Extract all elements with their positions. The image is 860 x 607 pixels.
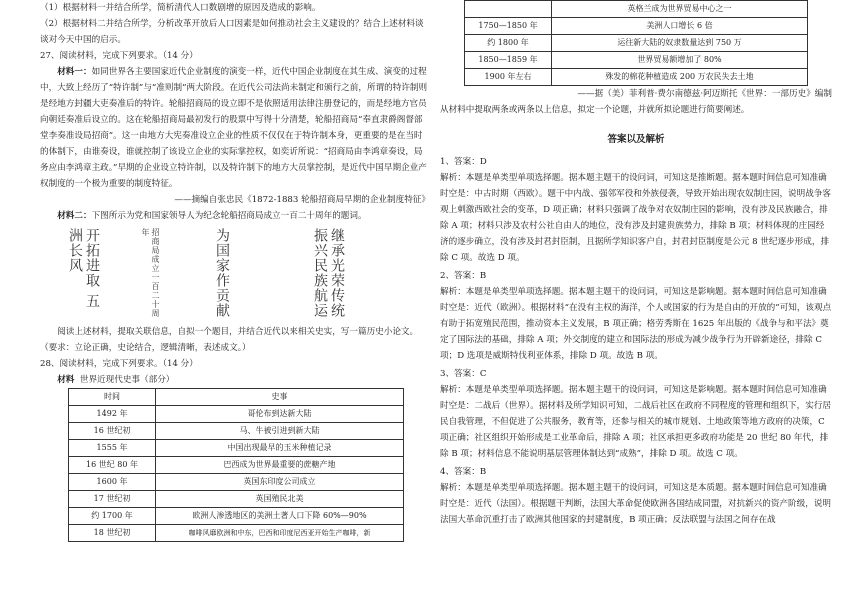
- material-label: 材料: [57, 375, 75, 385]
- table-cell: 咖啡风靡欧洲和中东，巴西和印度尼西亚开始生产咖啡，新: [156, 525, 404, 542]
- history-table-part2: [464, 0, 808, 86]
- material-2: [40, 208, 430, 224]
- material-table-caption: [40, 372, 430, 388]
- table-row: [465, 52, 808, 69]
- calligraphy-4: 继承光荣传统 振兴民族航运: [312, 228, 345, 318]
- table-header-row: [69, 389, 404, 406]
- answer-1-analysis: 解析：本题是单类型单项选择题。据本题主题干的设问词，可知这是推断题。据本题时间信息可知准确时空是：中古时期（西欧）。题干中内战、强邻军役和外族侵袭，导致开始出现农奴制庄园，说明战争客观上刺激西欧社会的变革，D 项正确；材料只强调了战争对农奴制庄园的影响，没有涉及民族融合，排除 A 项；材料只涉及农村公社自由人的地位，没有涉及封建贵族势力，排除 B 项；材料体现的庄园经济的逐步确立，没有涉及封君封臣制，且据所学知识客户自，封君封臣制度是公元 8 世纪逐步形成，排除 C 项。故选 D 项。: [440, 173, 832, 263]
- table-cell: 运往新大陆的奴隶数量达到 750 万: [552, 35, 808, 52]
- answer-3-analysis: 解析：本题是单类型单项选择题。据本题主题干的设问词，可知这是影响题。据本题时间信息可知准确时空是：二战后（世界）。据材料及所学知识可知，二战后社区在政府不同程度的管理和组织下，实行居民自我管理，不但促进了公共服务，教育等，还参与相关的城市规划、土地政策等地方政府的决策，C 项正确；社区组织开始形成是工业革命后，排除 A 项；社区承担更多政府功能是 20 世纪 80 年代，排除 B 项；材料信息不能说明基层管理体制达到“成熟”，排除 D 项。故选 C 项。: [440, 385, 832, 459]
- answer-2-analysis: 解析：本题是单类型单项选择题。据本题主题干的设问词，可知这是影响题。据本题时间信息可知准确时空是：近代（欧洲）。根据材料“在没有主权的海洋，个人或国家的行为是自由的开放的”可知，该观点有助于拓宽殖民范围，推动资本主义发展，B 项正确；格劳秀斯在 1625 年出版的《战争与和平法》奠定了国际法的基础，排除 A 项；外交制度的建立和国际法的形成为减少战争行为开辟新途径，排除 C 项；D 选项是威斯特伐利亚体系，排除 D 项。故选 B 项。: [440, 287, 832, 361]
- material-1-cite: ——摘编自张忠民《1872-1883 轮船招商局早期的企业制度特征》: [174, 195, 430, 205]
- calligraphy-2: 招商局成立一百二十周年: [141, 228, 160, 318]
- table-cell: 约 1800 年: [465, 35, 552, 52]
- table-cell: 1750—1850 年: [465, 18, 552, 35]
- table-cell: 殊发的棉花种植造成 200 万农民失去土地: [552, 69, 808, 86]
- material-2-label: 材料二：: [57, 211, 92, 221]
- question-27-requirement: 阅读上述材料，提取关联信息，自拟一个题目，并结合近代以来相关史实，写一篇历史小论文。（要求：立论正确，史论结合，逻辑清晰，表述成文。）: [40, 327, 419, 353]
- table-cell: 1555 年: [69, 440, 156, 457]
- table-row: [69, 457, 404, 474]
- table-cell: 世界贸易额增加了 80%: [552, 52, 808, 69]
- table-row: [69, 491, 404, 508]
- calligraphy-images: [40, 228, 430, 320]
- material-1: [40, 64, 430, 192]
- table-row: [465, 18, 808, 35]
- calligraphy-1: 开拓进取 五洲长风: [67, 228, 100, 309]
- table-cell: 16 世纪 80 年: [69, 457, 156, 474]
- table-cell: 1600 年: [69, 474, 156, 491]
- table-row: [69, 525, 404, 542]
- question-28-head: 28、阅读材料，完成下列要求。（14 分）: [40, 359, 198, 369]
- table-cell: 1850—1859 年: [465, 52, 552, 69]
- material-1-text: 如同世界各主要国家近代企业制度的演变一样，近代中国企业制度在其生成、演变的过程中，大致上经历了“特许制”与“准则制”两大阶段。在近代公司法尚未制定和颁行之前，所谓的特许制则是经地方封疆大吏奏准后的特许。轮船招商局的设立即不是依照适用法律注册登记的，而是经地方官员向朝廷奏准后设立的。这在轮船招商局最初发行的股票中写得十分清楚，轮船招商局“奉直隶爵阁督部堂李奏准设局招商”。这一由地方大宪奏准设立企业的性质不仅仅在于特许制本身，更重要的是在当时的体制下，由谁奏设，谁就控制了该设立企业的实际掌控权，如奕䜣所说：“招商局由李鸿章奏设，局务应由李鸿章主政。”早期的企业设立特许制，以及特许制下的地方大员掌控制，是近代中国早期企业产权制度的一个极为重要的制度特征。: [40, 67, 428, 189]
- answer-4-label: 4、答案：B: [440, 467, 487, 477]
- table-cite: ——据（美）菲利普·费尔南德兹·阿迈斯托《世界：一部历史》编制: [577, 89, 832, 99]
- table-row: [69, 423, 404, 440]
- table-cell: 巴西成为世界最重要的蔗糖产地: [156, 457, 404, 474]
- calligraphy-3: 为国家作贡献: [214, 228, 230, 318]
- table-cell: 约 1700 年: [69, 508, 156, 525]
- table-cell: 18 世纪初: [69, 525, 156, 542]
- table-row: [69, 508, 404, 525]
- history-table-part1: [68, 388, 404, 542]
- table-cell: 中国出现最早的玉米种植记录: [156, 440, 404, 457]
- question-27-head: 27、阅读材料，完成下列要求。（14 分）: [40, 51, 198, 61]
- table-header-event: 史事: [156, 389, 404, 406]
- question-2: （2）根据材料二并结合所学，分析改革开放后人口因素是如何推动社会主义建设的？结合上述材料谈谈对今天中国的启示。: [40, 19, 424, 45]
- answer-3-label: 3、答案：C: [440, 369, 487, 379]
- table-cell: 美洲人口增长 6 倍: [552, 18, 808, 35]
- left-column: [40, 0, 430, 542]
- table-row: [465, 1, 808, 18]
- material-title: 世界近现代史事（部分）: [79, 375, 175, 385]
- table-header-time: 时间: [69, 389, 156, 406]
- table-cell: 英格兰成为世界贸易中心之一: [552, 1, 808, 18]
- table-cell: 马、牛被引进到新大陆: [156, 423, 404, 440]
- answer-1-label: 1、答案：D: [440, 157, 487, 167]
- answer-4-analysis: 解析：本题是单类型单项选择题。据本题主题干的设问词，可知这是本质题。据本题时间信息可知准确时空是：近代（法国）。根据题干判断，法国大革命促使欧洲各国结成同盟，对抗新兴的资产阶级，说明法国大革命沉重打击了欧洲其他国家的封建制度，B 项正确；反法联盟与法国之间存在战: [440, 483, 832, 525]
- table-cell: 17 世纪初: [69, 491, 156, 508]
- table-row: [69, 474, 404, 491]
- table-cell: 英国殖民北美: [156, 491, 404, 508]
- question-28-task: 从材料中提取两条或两条以上信息，拟定一个论题，并就所拟论题进行简要阐述。: [440, 105, 750, 115]
- table-cell: 1900 年左右: [465, 69, 552, 86]
- table-row: [69, 440, 404, 457]
- table-cell: 英国东印度公司成立: [156, 474, 404, 491]
- table-row: [465, 69, 808, 86]
- material-1-label: 材料一：: [57, 67, 92, 77]
- table-cell: [465, 1, 552, 18]
- question-1: （1）根据材料一并结合所学，简析清代人口数剧增的原因及造成的影响。: [40, 3, 321, 13]
- right-column: [440, 0, 832, 528]
- table-cell: 哥伦布到达新大陆: [156, 406, 404, 423]
- table-row: [465, 35, 808, 52]
- answer-2-label: 2、答案：B: [440, 271, 487, 281]
- table-row: [69, 406, 404, 423]
- table-cell: 16 世纪初: [69, 423, 156, 440]
- table-cell: 1492 年: [69, 406, 156, 423]
- table-cell: 欧洲人渗透地区的美洲土著人口下降 60%—90%: [156, 508, 404, 525]
- answers-title: 答案以及解析: [607, 134, 665, 145]
- material-2-text: 下图所示为党和国家领导人为纪念轮船招商局成立一百二十周年的题词。: [91, 211, 367, 221]
